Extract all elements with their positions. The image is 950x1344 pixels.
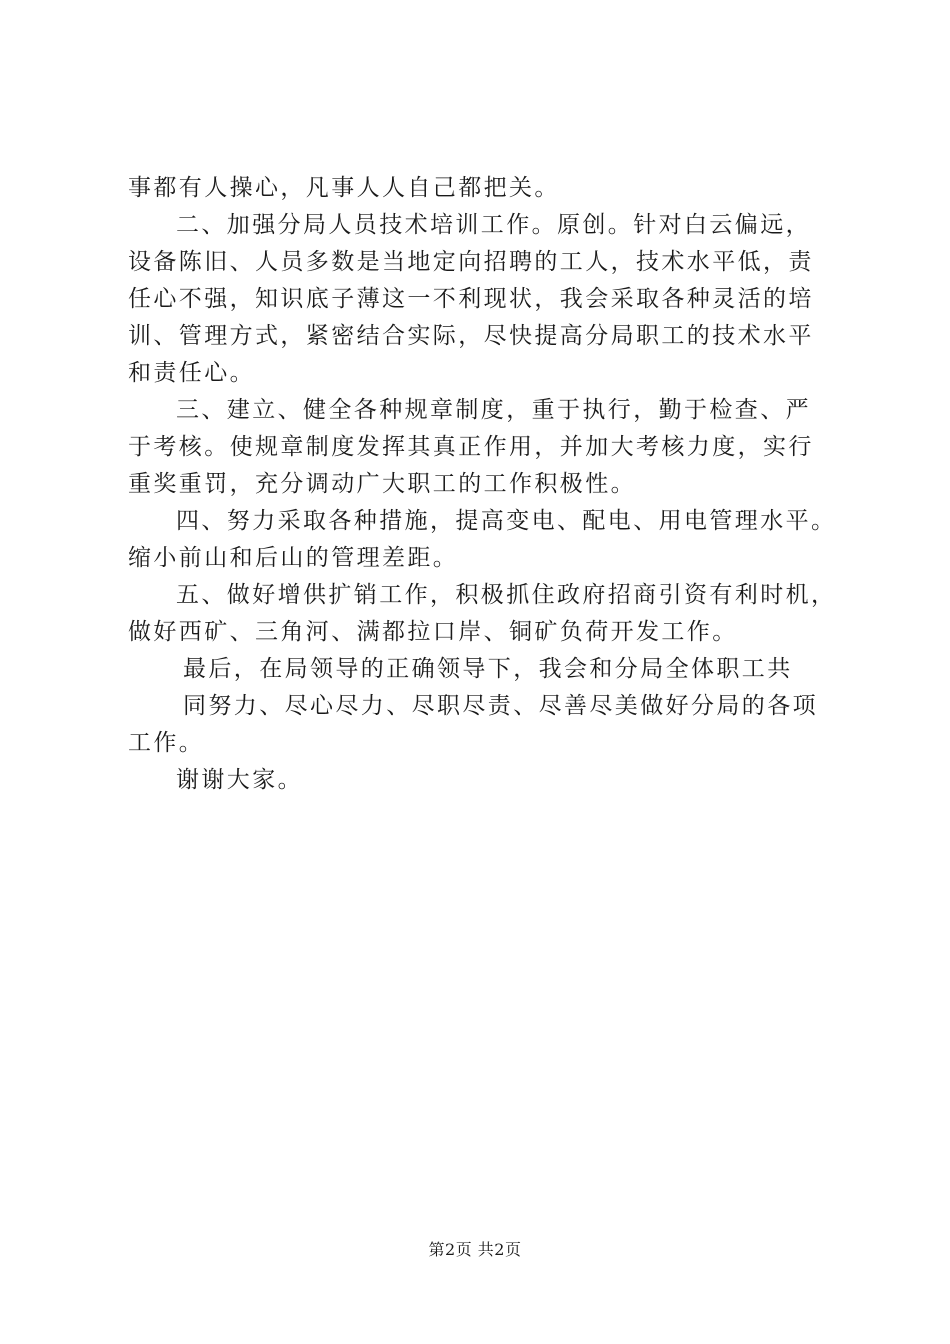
text-line: 任心不强，知识底子薄这一不利现状，我会采取各种灵活的培 xyxy=(128,286,814,312)
page-number-label: 第2页 共2页 xyxy=(428,1240,522,1259)
text-line: 训、管理方式，紧密结合实际，尽快提高分局职工的技术水平 xyxy=(128,323,814,349)
text-line: 三、建立、健全各种规章制度，重于执行，勤于检查、严 xyxy=(176,397,811,423)
text-line: 四、努力采取各种措施，提高变电、配电、用电管理水平。 xyxy=(176,508,837,534)
text-line: 五、做好增供扩销工作，积极抓住政府招商引资有利时机， xyxy=(176,582,837,608)
text-line: 于考核。使规章制度发挥其真正作用，并加大考核力度，实行 xyxy=(128,434,814,460)
text-line: 工作。 xyxy=(128,730,205,756)
text-line: 和责任心。 xyxy=(128,360,255,386)
text-line: 重奖重罚，充分调动广大职工的工作积极性。 xyxy=(128,471,636,497)
text-line: 缩小前山和后山的管理差距。 xyxy=(128,545,459,571)
document-body xyxy=(128,170,852,799)
text-line: 设备陈旧、人员多数是当地定向招聘的工人，技术水平低，责 xyxy=(128,249,814,275)
text-line: 做好西矿、三角河、满都拉口岸、铜矿负荷开发工作。 xyxy=(128,619,738,645)
page-footer xyxy=(0,1240,950,1260)
text-line: 最后，在局领导的正确领导下，我会和分局全体职工共 xyxy=(183,656,793,682)
text-line: 同努力、尽心尽力、尽职尽责、尽善尽美做好分局的各项 xyxy=(183,693,818,719)
text-line: 事都有人操心，凡事人人自己都把关。 xyxy=(128,175,560,201)
text-line: 二、加强分局人员技术培训工作。原创。针对白云偏远， xyxy=(176,212,811,238)
text-line: 谢谢大家。 xyxy=(176,767,303,793)
